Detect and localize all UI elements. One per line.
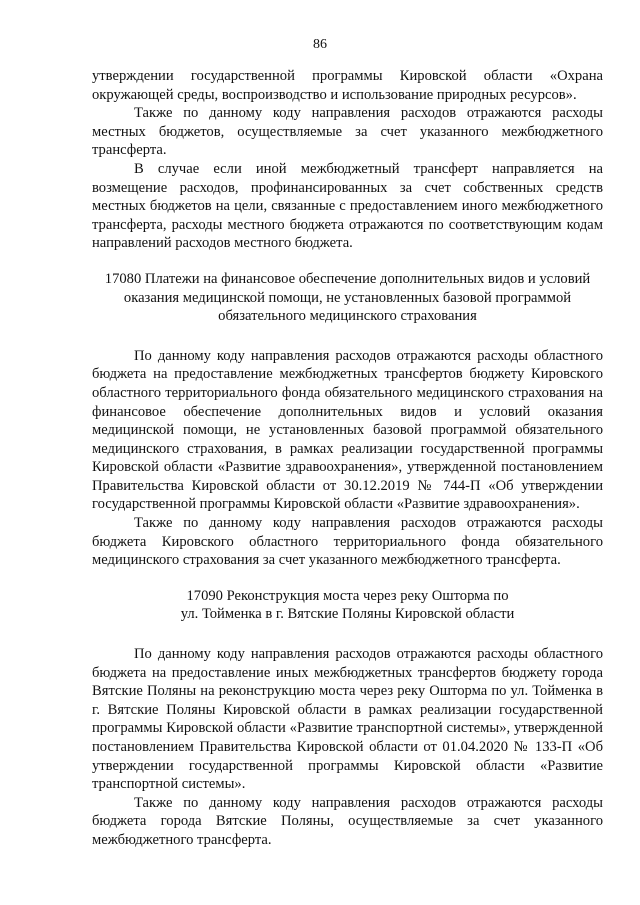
paragraph-local-budgets: Также по данному коду направления расходов отражаются расходы местных бюджетов, осуществляемые за счет указанного межбюджетного трансферта. [92, 105, 603, 159]
paragraph-continuation: утверждении государственной программы Кировской области «Охрана окружающей среды, воспроизводство и использование природных ресурсов». [92, 68, 603, 103]
document-body [92, 67, 603, 850]
paragraph-17090-description: По данному коду направления расходов отражаются расходы областного бюджета на предоставление иных межбюджетных трансфертов бюджету города Вятские Поляны на реконструкцию моста через реку Ошторма по ул. Тойменка в г. Вятские Поляны Кировской области в рамках реализации государственной программы Кировской области «Развитие транспортной системы», утвержденной постановлением Правительства Кировской области от 01.04.2020 № 133-П «Об утверждении государственной программы Кировской области «Развитие транспортной системы». [92, 646, 603, 793]
paragraph-17080-fund-budget: Также по данному коду направления расходов отражаются расходы бюджета Кировского областного территориального фонда обязательного медицинского страхования за счет указанного межбюджетного трансферта. [92, 515, 603, 569]
heading-line: 17090 Реконструкция моста через реку Ошторма по [186, 587, 509, 604]
section-heading-17090 [92, 587, 603, 624]
section-heading-17080 [92, 270, 603, 326]
heading-line: ул. Тойменка в г. Вятские Поляны Кировской области [180, 606, 515, 623]
paragraph-17080-description: По данному коду направления расходов отражаются расходы областного бюджета на предоставление межбюджетных трансфертов бюджету Кировского областного территориального фонда обязательного медицинского страхования на финансовое обеспечение дополнительных видов и условий оказания медицинской помощи, не установленных базовой программой обязательного медицинского страхования, в рамках реализации государственной программы Кировской области «Развитие здравоохранения», утвержденной постановлением Правительства Кировской области от 30.12.2019 № 744-П «Об утверждении государственной программы Кировской области «Развитие здравоохранения». [92, 347, 603, 513]
paragraph-17090-city-budget: Также по данному коду направления расходов отражаются расходы бюджета города Вятские Поляны, осуществляемые за счет указанного межбюджетного трансферта. [92, 794, 603, 848]
heading-line: 17080 Платежи на финансовое обеспечение дополнительных видов и условий [104, 270, 591, 287]
page-number: 86 [313, 37, 327, 52]
heading-line: оказания медицинской помощи, не установленных базовой программой [123, 289, 572, 306]
paragraph-reimbursement-case: В случае если иной межбюджетный трансферт направляется на возмещение расходов, профинансированных за счет собственных средств местных бюджетов на цели, связанные с предоставлением иного межбюджетного трансферта, расходы местного бюджета отражаются по соответствующим кодам направлений расходов местного бюджета. [92, 160, 603, 252]
heading-line: обязательного медицинского страхования [218, 308, 477, 325]
